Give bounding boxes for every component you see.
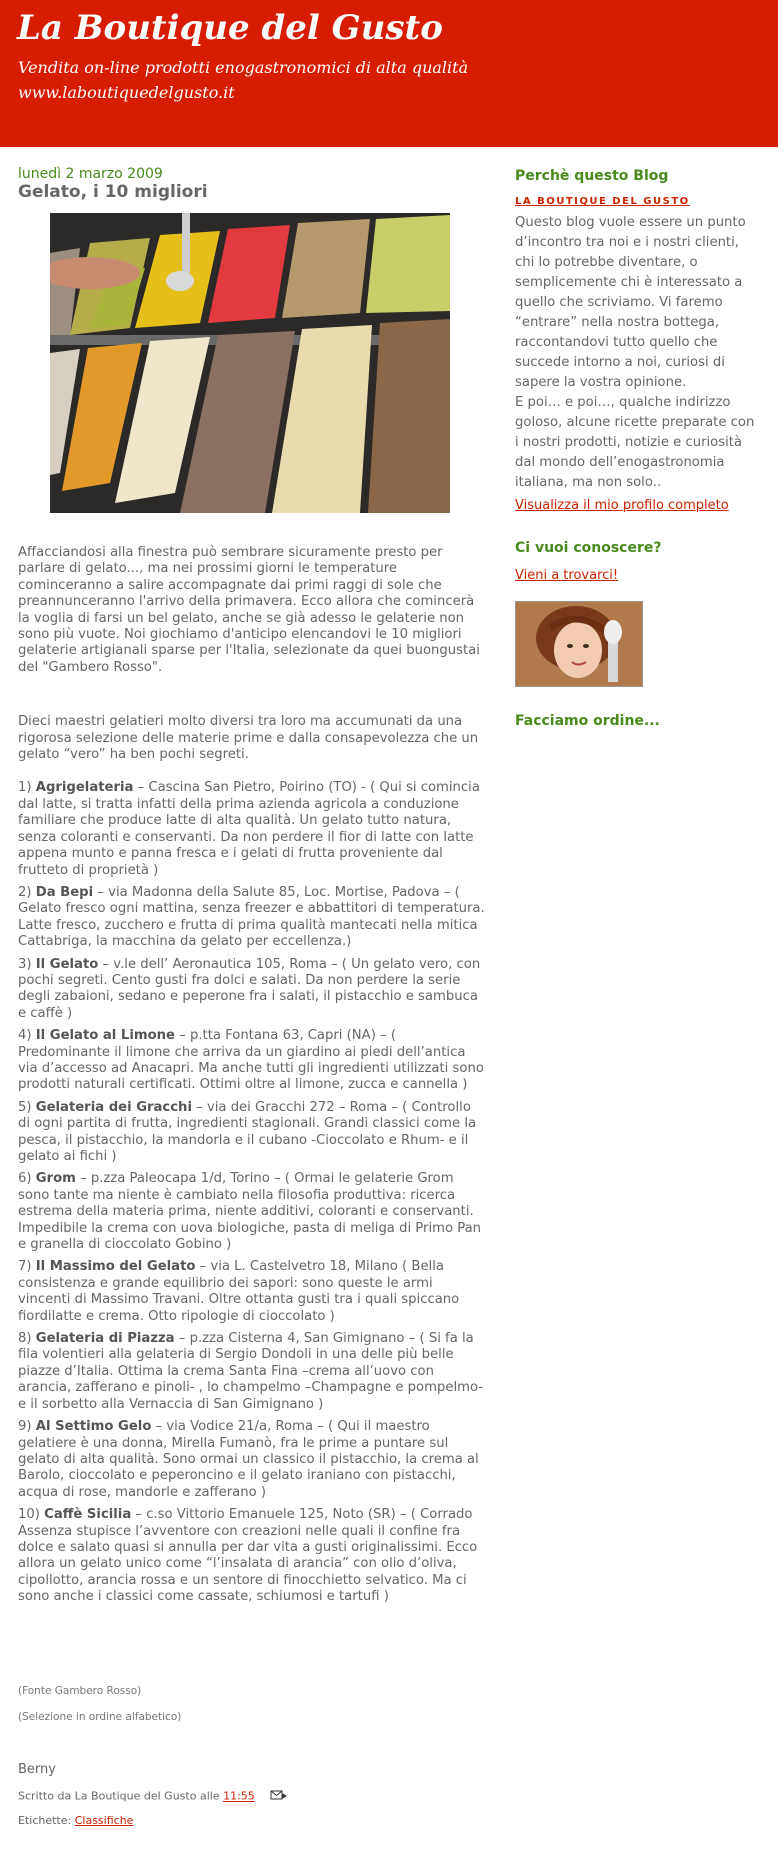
gelateria-description: – via Vodice 21/a, Roma – ( Qui il maestro gelatiere è una donna, Mirella Fumanò, fra le prime a puntare sul gelato di alta qualità. Sono ormai un classico il pistacchio, la crema al Barolo, cioccolato e peperoncino e il gelato iraniano con pistacchi, acqua di rose, mandorle e zafferano ) (18, 1419, 479, 1500)
gelateria-name: Al Settimo Gelo (35, 1419, 152, 1435)
gelateria-name: Caffè Sicilia (44, 1507, 132, 1523)
post-author: Scritto da La Boutique del Gusto alle (18, 1789, 220, 1803)
gelateria-number: 9) (18, 1419, 32, 1435)
gelateria-number: 5) (18, 1099, 32, 1115)
gelato-photo-graphic (50, 213, 450, 513)
sidebar (515, 168, 755, 729)
label-link[interactable]: Classifiche (74, 1814, 134, 1827)
gelateria-description: – v.le dell’ Aeronautica 105, Roma – ( Un gelato vero, con pochi segreti. Cento gusti fra dolci e salati. Da non perdere la serie degli zabaioni, sedano e peperone fra i salati, il pistacchio e sambuca e caffè ) (18, 956, 481, 1021)
gelateria-item (18, 1100, 486, 1166)
gelateria-number: 3) (18, 956, 32, 972)
gelateria-description: – via Madonna della Salute 85, Loc. Mortise, Padova – ( Gelato fresco ogni mattina, senza freezer e abbattitori di temperatura. Latte fresco, zucchero e frutta di prima qualità mantecati nella mitica Cattabriga, la macchina da gelato per eccellenza.) (18, 884, 485, 950)
post-time-link[interactable]: 11:55 (223, 1789, 255, 1803)
blog-description: Vendita on-line prodotti enogastronomici di alta qualità (18, 58, 469, 77)
email-post-icon[interactable] (270, 1788, 288, 1805)
gelateria-item (18, 885, 486, 951)
gelateria-number: 1) (18, 780, 32, 796)
gelateria-item (18, 1171, 486, 1253)
gelateria-name: Il Massimo del Gelato (35, 1259, 196, 1275)
gelateria-name: Da Bepi (35, 884, 94, 900)
post-footer (18, 1788, 288, 1840)
gelateria-description: – c.so Vittorio Emanuele 125, Noto (SR) – ( Corrado Assenza stupisce l’avventore con creazioni nelle quali il confine fra dolce e salato quasi si annulla per dar vita a gusti originalissimi. Ecco allora un gelato unico come “l’insalata di arancia” con olio d’oliva, cipollotto, arancia rossa e un sentore di finocchietto selvatico. Ma ci sono anche i classici come cassate, schiumosi e tartufi ) (18, 1507, 478, 1605)
gelateria-item (18, 1331, 486, 1413)
meet-link[interactable]: Vieni a trovarci! (515, 568, 619, 583)
gelateria-item (18, 1259, 486, 1325)
gelateria-item (18, 1028, 486, 1094)
labels-prefix: Etichette: (18, 1814, 72, 1827)
gelateria-item (18, 780, 486, 878)
profile-link[interactable]: Visualizza il mio profilo completo (515, 498, 729, 513)
blog-header (0, 0, 778, 147)
signature: Berny (18, 1762, 56, 1777)
gelateria-name: Gelateria dei Gracchi (35, 1099, 192, 1115)
post-title[interactable]: Gelato, i 10 migliori (18, 182, 208, 202)
post-intro-2: Dieci maestri gelatieri molto diversi tra loro ma accumunati da una rigorosa selezione delle materie prime e dalla consapevolezza che un gelato “vero” ha ben pochi segreti. (18, 714, 479, 763)
gelateria-description: – p.zza Cisterna 4, San Gimignano – ( Si fa la fila volentieri alla gelateria di Sergio Dondoli in una delle più belle piazze d’Italia. Ottima la crema Santa Fina –crema all’uovo con arancia, zafferano e pinoli- , lo champelmo –Champagne e pompelmo- e il sorbetto alla Vernaccia di San Gimignano ) (18, 1331, 484, 1412)
meet-heading: Ci vuoi conoscere? (515, 540, 662, 556)
post-date: lunedì 2 marzo 2009 (18, 166, 163, 182)
gelateria-description: – p.zza Paleocapa 1/d, Torino – ( Ormai le gelaterie Grom sono tante ma niente è cambiato nella filosofia produttiva: ricerca estrema della materia prima, niente additivi, coloranti e conservanti. Impedibile la crema con uova biologiche, pasta di meliga di Primo Pan e granella di cioccolato Gobino ) (18, 1171, 482, 1253)
profile-photo-graphic (516, 602, 642, 686)
about-name-link[interactable]: LA BOUTIQUE DEL GUSTO (515, 196, 690, 207)
about-text-1: Questo blog vuole essere un punto d’incontro tra noi e i nostri clienti, chi lo potrebbe diventare, o semplicemente chi è interessato a quello che scriviamo. Vi faremo “entrare” nella nostra bottega, raccontandovi tutto quello che succede intorno a noi, curiosi di sapere la vostra opinione. (515, 215, 746, 390)
gelateria-item (18, 957, 486, 1023)
gelateria-name: Agrigelateria (35, 780, 134, 796)
about-text-2: E poi… e poi…, qualche indirizzo goloso, alcune ricette preparate con i nostri prodotti, notizie e curiosità dal mondo dell’enogastronomia italiana, ma non solo.. (515, 395, 755, 490)
post-intro: Affacciandosi alla finestra può sembrare sicuramente presto per parlare di gelato..., ma nei prossimi giorni le temperature cominceranno a salire accompagnate dai primi raggi di sole che preannunceranno l'arrivo della primavera. Ecco allora che comincerà la voglia di farsi un bel gelato, anche se già adesso le gelaterie non sono più vuote. Noi giochiamo d'anticipo elencandovi le 10 migliori gelaterie artigianali sparse per l'Italia, selezionate da quei buongustai del "Gambero Rosso". (18, 545, 480, 675)
gelateria-name: Il Gelato (35, 956, 99, 972)
gelateria-description: – p.tta Fontana 63, Capri (NA) – ( Predominante il limone che arriva da un giardino ai piedi dell’antica via d’accesso ad Anacapri. Ma anche tutti gli ingredienti utilizzati sono prodotti naturali certificati. Ottimi oltre al limone, zucca e cannella ) (18, 1028, 484, 1093)
gelateria-number: 7) (18, 1259, 32, 1275)
profile-photo[interactable] (515, 601, 643, 687)
blog-title[interactable]: La Boutique del Gusto (17, 8, 443, 48)
order-heading: Facciamo ordine... (515, 713, 660, 729)
about-text (515, 213, 755, 493)
post-notes (18, 1685, 181, 1737)
gelateria-number: 2) (18, 884, 32, 900)
gelato-photo[interactable] (50, 213, 450, 513)
about-heading: Perchè questo Blog (515, 168, 669, 184)
gelateria-item (18, 1419, 486, 1501)
order-note: (Selezione in ordine alfabetico) (18, 1711, 182, 1723)
gelateria-name: Il Gelato al Limone (35, 1028, 175, 1044)
gelateria-name: Gelateria di Piazza (35, 1331, 175, 1347)
gelateria-item (18, 1507, 486, 1605)
gelateria-number: 10) (18, 1507, 40, 1523)
gelateria-description: – via L. Castelvetro 18, Milano ( Bella consistenza e grande equilibrio dei sapori: sono queste le armi vincenti di Massimo Travani. Oltre ottanta gusti tra i quali spiccano fiordilatte e crema. Otto ripologie di cioccolato ) (18, 1259, 460, 1324)
gelateria-number: 4) (18, 1028, 32, 1044)
gelateria-description: – Cascina San Pietro, Poirino (TO) - ( Qui si comincia dal latte, si tratta infatti della prima azienda agricola a conduzione familiare che produce latte di alta qualità. Un gelato tutto natura, senza coloranti e conservanti. Da non perdere il fior di latte con latte appena munto e panna fresca e i gelati di frutta proveniente dal frutteto di proprietà ) (18, 780, 480, 878)
gelateria-name: Grom (35, 1171, 76, 1187)
gelateria-number: 8) (18, 1331, 32, 1347)
post-body (18, 545, 486, 1606)
gelateria-description: – via dei Gracchi 272 – Roma – ( Controllo di ogni partita di frutta, ingredienti stagionali. Grandi classici come la pesca, il pistacchio, la mandorla e il cubano -Cioccolato e Rhum- e il gelato ai fichi ) (18, 1099, 477, 1164)
blog-url: www.laboutiquedelgusto.it (18, 83, 235, 102)
gelateria-number: 6) (18, 1171, 32, 1187)
source-note: (Fonte Gambero Rosso) (18, 1685, 142, 1697)
